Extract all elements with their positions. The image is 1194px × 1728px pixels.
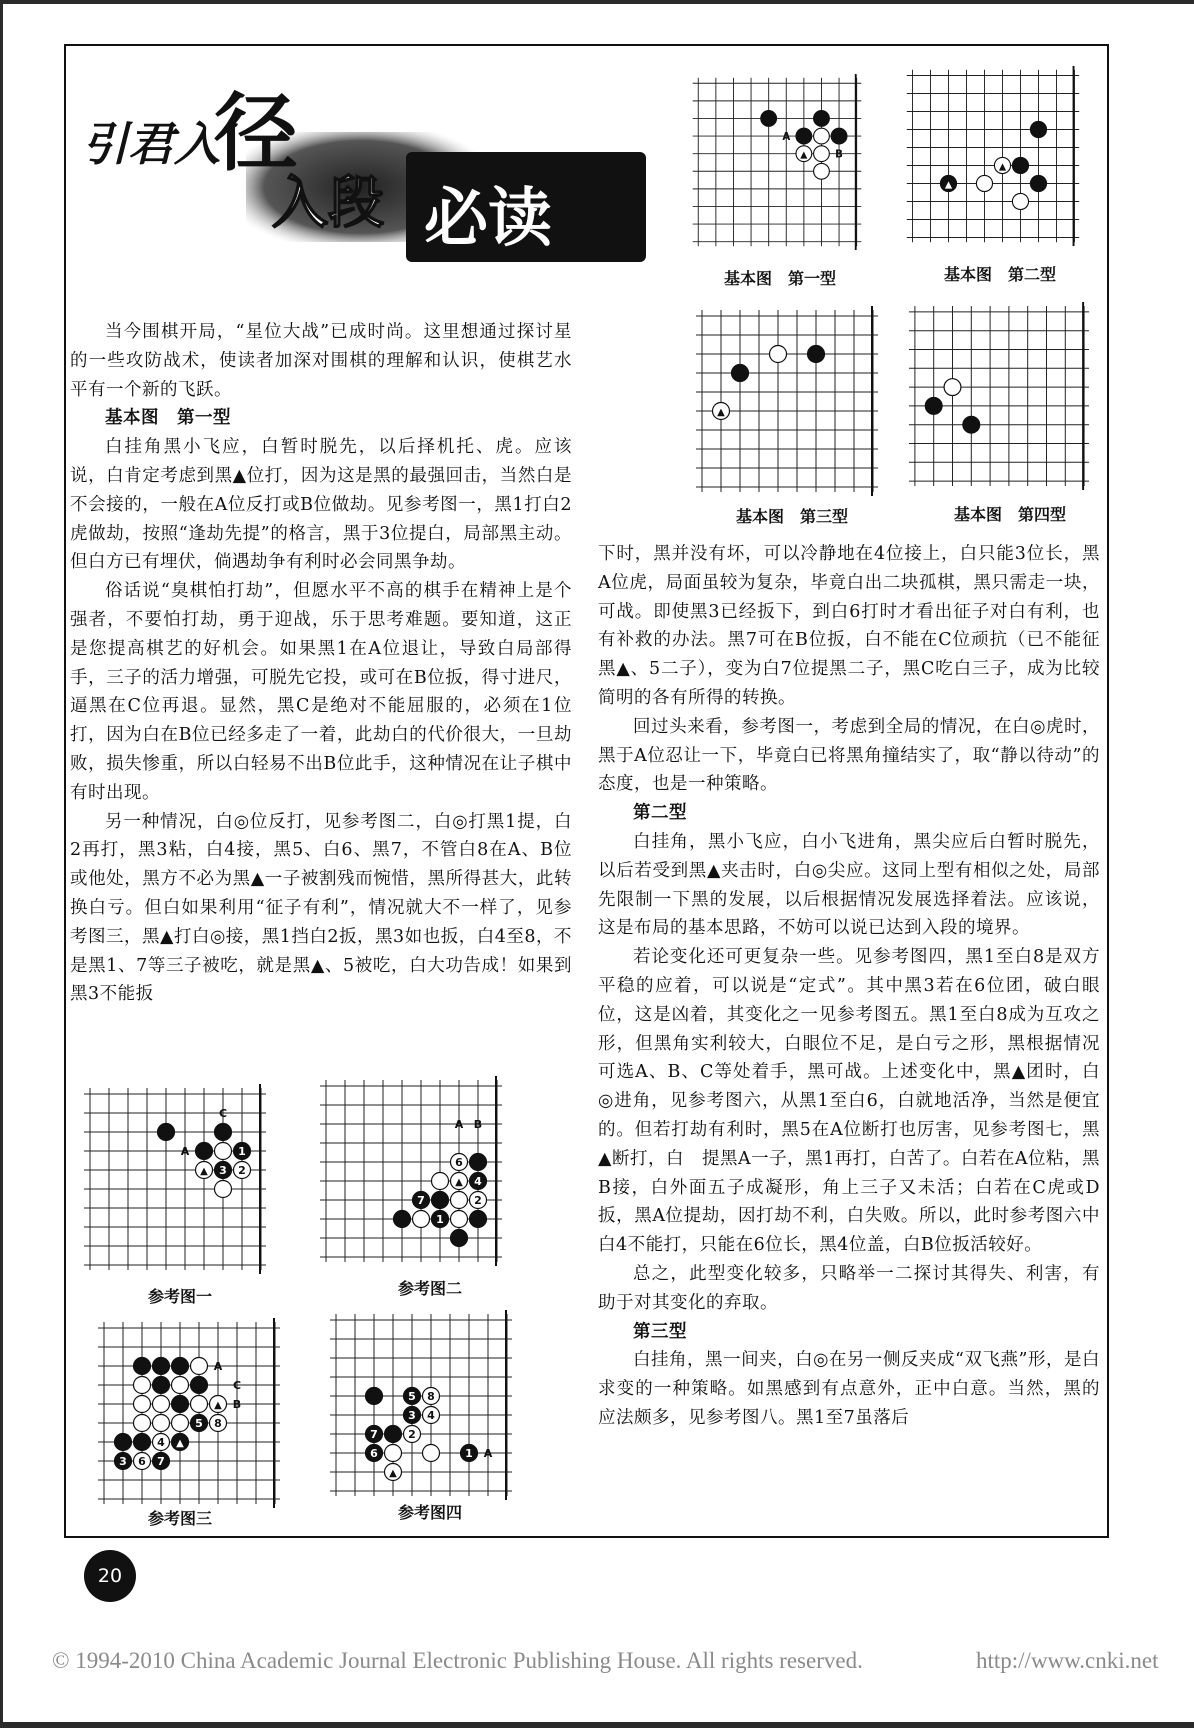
black-stone: [761, 111, 777, 127]
board-label: A: [180, 1145, 190, 1158]
white-stone: [451, 1192, 468, 1209]
black-stone: [234, 1143, 251, 1160]
stone-mark: 2: [474, 1194, 482, 1207]
right-paragraph: 回过头来看，参考图一，考虑到全局的情况，在白◎虎时，黑于A位忍让一下，毕竟白已将黑角撞结实了，取“静以待动”的态度，也是一种策略。: [598, 716, 1100, 795]
stone-mark: 3: [219, 1164, 227, 1177]
stone-mark: ▲: [176, 1438, 184, 1449]
right-text-column: [598, 540, 1100, 1433]
black-stone: [385, 1426, 402, 1443]
black-stone: [134, 1434, 151, 1451]
go-board-ref3: [94, 1318, 284, 1508]
white-stone: [153, 1396, 170, 1413]
white-stone: [215, 1143, 232, 1160]
caption-basic2: 基本图 第二型: [943, 265, 1056, 284]
white-stone: [210, 1396, 227, 1413]
black-stone: [394, 1211, 411, 1228]
footer-copyright: © 1994-2010 China Academic Journal Electronic Publishing House. All rights reserved.: [52, 1648, 863, 1673]
board-label: A: [454, 1118, 464, 1131]
caption-basic4: 基本图 第四型: [953, 505, 1066, 524]
stone-mark: ▲: [214, 1400, 222, 1411]
stone-mark: 6: [370, 1447, 378, 1460]
title-part3: 入段: [272, 171, 384, 236]
white-stone: [451, 1173, 468, 1190]
footer-url[interactable]: http://www.cnki.net: [976, 1648, 1159, 1673]
black-stone: [732, 365, 749, 382]
board-label: B: [232, 1398, 242, 1411]
black-stone: [470, 1173, 487, 1190]
black-stone: [191, 1377, 208, 1394]
black-stone: [366, 1388, 383, 1405]
go-board-ref1: [80, 1084, 270, 1274]
black-stone: [963, 416, 980, 433]
left-paragraph: 另一种情况，白◎位反打，见参考图二，白◎打黑1提，白2再打，黑3粘，白4接，黑5、白6、黑7，不管白8在A、B位或他处，黑方不必为黑▲一子被割残而惋惜，黑所得甚大，此转换白亏。但白如果利用“征子有利”，情况就大不一样了，见参考图三，黑▲打白◎接，黑1挡白2扳，黑3如也扳，白4至8，不是黑1、7等三子被吃，就是黑▲、5被吃，白大功告成！如果到黑3不能扳: [70, 811, 572, 1005]
scan-border-top: [0, 0, 1194, 4]
white-stone: [134, 1377, 151, 1394]
title-part2: 径: [214, 84, 299, 182]
go-board-basic3: [692, 306, 882, 496]
stone-mark: 6: [138, 1455, 146, 1468]
black-stone: [470, 1211, 487, 1228]
board-label: C: [218, 1107, 228, 1120]
white-stone: [814, 146, 830, 162]
white-stone: [153, 1415, 170, 1432]
black-stone: [470, 1154, 487, 1171]
white-stone: [172, 1377, 189, 1394]
stone-mark: 3: [408, 1409, 416, 1422]
white-stone: [994, 157, 1010, 173]
white-stone: [814, 128, 830, 144]
stone-mark: 2: [408, 1428, 416, 1441]
white-stone: [134, 1396, 151, 1413]
white-stone: [196, 1162, 213, 1179]
black-stone: [451, 1230, 468, 1247]
black-stone: [808, 346, 825, 363]
white-stone: [470, 1192, 487, 1209]
stone-mark: 7: [157, 1455, 165, 1468]
black-stone: [432, 1192, 449, 1209]
board-label: C: [232, 1379, 242, 1392]
black-stone: [366, 1445, 383, 1462]
white-stone: [172, 1415, 189, 1432]
white-stone: [1012, 193, 1028, 209]
white-stone: [234, 1162, 251, 1179]
caption-basic3: 基本图 第三型: [735, 507, 848, 526]
go-board-basic4: [904, 302, 1094, 490]
footer: [52, 1648, 1192, 1674]
white-stone: [976, 175, 992, 191]
stone-mark: 4: [157, 1436, 165, 1449]
stone-mark: 4: [427, 1409, 435, 1422]
white-stone: [385, 1464, 402, 1481]
white-stone: [134, 1453, 151, 1470]
black-stone: [413, 1192, 430, 1209]
black-stone: [366, 1426, 383, 1443]
board-label: B: [835, 149, 843, 161]
black-stone: [814, 111, 830, 127]
scan-border-bottom: [0, 1722, 1194, 1728]
white-stone: [451, 1211, 468, 1228]
black-stone: [215, 1124, 232, 1141]
black-stone: [404, 1407, 421, 1424]
white-stone: [451, 1154, 468, 1171]
page-number: 20: [84, 1550, 136, 1602]
white-stone: [404, 1426, 421, 1443]
board-label: B: [473, 1118, 483, 1131]
black-stone: [196, 1143, 213, 1160]
board-label: A: [782, 131, 791, 143]
caption-ref4: 参考图四: [397, 1503, 462, 1522]
board-label: A: [213, 1360, 223, 1373]
scan-border-left: [0, 0, 3, 1728]
left-paragraph: 俗话说“臭棋怕打劫”，但愿水平不高的棋手在精神上是个强者，不要怕打劫，勇于迎战，乐于思考难题。要知道，这正是您提高棋艺的好机会。如果黑1在A位退让，导致白局部得手，三子的活力增强，可脱先它投，或可在B位扳，得寸进尺，逼黑在C位再退。显然，黑C是绝对不能屈服的，必须在1位打，因为白在B位已经多走了一着，此劫白的代价很大，一旦劫败，损失惨重，所以白轻易不出B位此手，这种情况在让子棋中有时出现。: [70, 581, 572, 803]
go-board-basic1: [682, 74, 872, 250]
black-stone: [115, 1434, 132, 1451]
right-paragraph: 白挂角，黑一间夹，白◎在另一侧反夹成“双飞燕”形，是白求变的一种策略。如黑感到有点意外，正中白意。当然，黑的应法颇多，见参考图八。黑1至7虽落后: [598, 1350, 1100, 1428]
right-paragraph: 若论变化还可更复杂一些。见参考图四，黑1至白8是双方平稳的应着，可以说是“定式”。其中黑3若在6位团，破白眼位，这是凶着，其变化之一见参考图五。黑1至白8成为互攻之形，但黑角实利较大，白眼位不足，是白亏之形，黑根据情况可选A、B、C等处着手，黑可战。上述变化中，黑▲团时，白◎进角，见参考图六，从黑1至白6，白就地活净，当然是便宜的。但若打劫有利时，黑5在A位断打也厉害，见参考图七，黑▲断打，白 提黑A一子，黑1再打，白苦了。白若在A位粘，黑B接，白外面五子成凝形，角上三子又未活；白若在C虎或D扳，黑A位提劫，因打劫不利，白失败。所以，此时参考图六中白4不能打，只能在6位长，黑4位盖，白B位扳活较好。: [598, 947, 1100, 1256]
black-stone: [1012, 157, 1028, 173]
white-stone: [423, 1407, 440, 1424]
black-stone: [1030, 121, 1046, 137]
stone-mark: 1: [465, 1447, 473, 1460]
white-stone: [423, 1388, 440, 1405]
white-stone: [713, 403, 730, 420]
stone-mark: ▲: [998, 161, 1007, 173]
black-stone: [153, 1377, 170, 1394]
black-stone: [796, 128, 812, 144]
caption-basic1: 基本图 第一型: [723, 269, 836, 288]
black-stone: [831, 128, 847, 144]
board-label: A: [483, 1447, 493, 1460]
black-stone: [404, 1388, 421, 1405]
white-stone: [215, 1181, 232, 1198]
title-part4: 必读: [424, 182, 552, 256]
stone-mark: 8: [427, 1390, 435, 1403]
white-stone: [385, 1445, 402, 1462]
black-stone: [925, 397, 942, 414]
stone-mark: 1: [238, 1145, 246, 1158]
stone-mark: 2: [238, 1164, 246, 1177]
black-stone: [172, 1434, 189, 1451]
stone-mark: ▲: [389, 1468, 397, 1479]
stone-mark: 8: [214, 1417, 222, 1430]
go-board-ref4: [326, 1310, 516, 1500]
black-stone: [1030, 175, 1046, 191]
stone-mark: ▲: [944, 179, 953, 191]
white-stone: [423, 1445, 440, 1462]
stone-mark: ▲: [717, 407, 725, 418]
go-board-basic2: [898, 66, 1088, 246]
white-stone: [413, 1211, 430, 1228]
left-paragraph: 白挂角黑小飞应，白暂时脱先，以后择机托、虎。应该说，白肯定考虑到黑▲位打，因为这是黑的最强回击，当然白是不会接的，一般在A位反打或B位做劫。见参考图一，黑1打白2虎做劫，按照“逢劫先提”的格言，黑于3位提白，局部黑主动。但白方已有埋伏，倘遇劫争有利时必会同黑争劫。: [70, 437, 572, 573]
white-stone: [814, 163, 830, 179]
white-stone: [153, 1434, 170, 1451]
black-stone: [191, 1415, 208, 1432]
black-stone: [153, 1453, 170, 1470]
right-paragraph: 白挂角，黑小飞应，白小飞进角，黑尖应后白暂时脱先，以后若受到黑▲夹击时，白◎尖应。这同上型有相似之处，局部先限制一下黑的发展，以后根据情况发展选择着法。应该说，这是布局的基本思路，不妨可以说已达到入段的境界。: [598, 831, 1100, 939]
section-heading: 第二型: [633, 803, 687, 824]
stone-mark: ▲: [455, 1177, 463, 1188]
go-board-ref2: [316, 1076, 506, 1266]
white-stone: [770, 346, 787, 363]
section-heading: 第三型: [633, 1321, 687, 1342]
caption-ref2: 参考图二: [397, 1279, 462, 1298]
white-stone: [796, 146, 812, 162]
black-stone: [215, 1162, 232, 1179]
stone-mark: 7: [417, 1194, 425, 1207]
black-stone: [153, 1358, 170, 1375]
stone-mark: ▲: [200, 1166, 208, 1177]
left-text-column: [70, 318, 572, 1009]
white-stone: [191, 1396, 208, 1413]
white-stone: [944, 379, 961, 396]
stone-mark: 3: [119, 1455, 127, 1468]
left-paragraph: 当今围棋开局，“星位大战”已成时尚。这里想通过探讨星的一些攻防战术，使读者加深对围棋的理解和认识，使棋艺水平有一个新的飞跃。: [70, 322, 572, 400]
title-part1: 引君入: [82, 117, 220, 171]
stone-mark: ▲: [800, 149, 808, 161]
stone-mark: 7: [370, 1428, 378, 1441]
black-stone: [461, 1445, 478, 1462]
stone-mark: 5: [195, 1417, 203, 1430]
white-stone: [210, 1415, 227, 1432]
black-stone: [115, 1453, 132, 1470]
black-stone: [940, 175, 956, 191]
white-stone: [191, 1358, 208, 1375]
black-stone: [172, 1396, 189, 1413]
title-banner: [76, 72, 646, 272]
caption-ref1: 参考图一: [147, 1287, 212, 1306]
white-stone: [134, 1415, 151, 1432]
caption-ref3: 参考图三: [147, 1509, 212, 1528]
right-paragraph: 总之，此型变化较多，只略举一二探讨其得失、利害，有助于对其变化的弃取。: [598, 1263, 1100, 1313]
black-stone: [432, 1211, 449, 1228]
black-stone: [134, 1358, 151, 1375]
right-paragraph: 下时，黑并没有坏，可以冷静地在4位接上，白只能3位长，黑A位虎，局面虽较为复杂，毕竟白出二块孤棋，黑只需走一块，可战。即使黑3已经扳下，到白6打时才看出征子对白有利，也有补救的办法。黑7可在B位扳，白不能在C位顽抗（已不能征黑▲、5二子），变为白7位提黑二子，黑C吃白三子，成为比较简明的各有所得的转换。: [598, 544, 1100, 708]
stone-mark: 6: [455, 1156, 463, 1169]
stone-mark: 4: [474, 1175, 482, 1188]
section-heading: 基本图 第一型: [105, 408, 231, 429]
black-stone: [158, 1124, 175, 1141]
white-stone: [432, 1173, 449, 1190]
stone-mark: 1: [436, 1213, 444, 1226]
stone-mark: 5: [408, 1390, 416, 1403]
black-stone: [172, 1358, 189, 1375]
